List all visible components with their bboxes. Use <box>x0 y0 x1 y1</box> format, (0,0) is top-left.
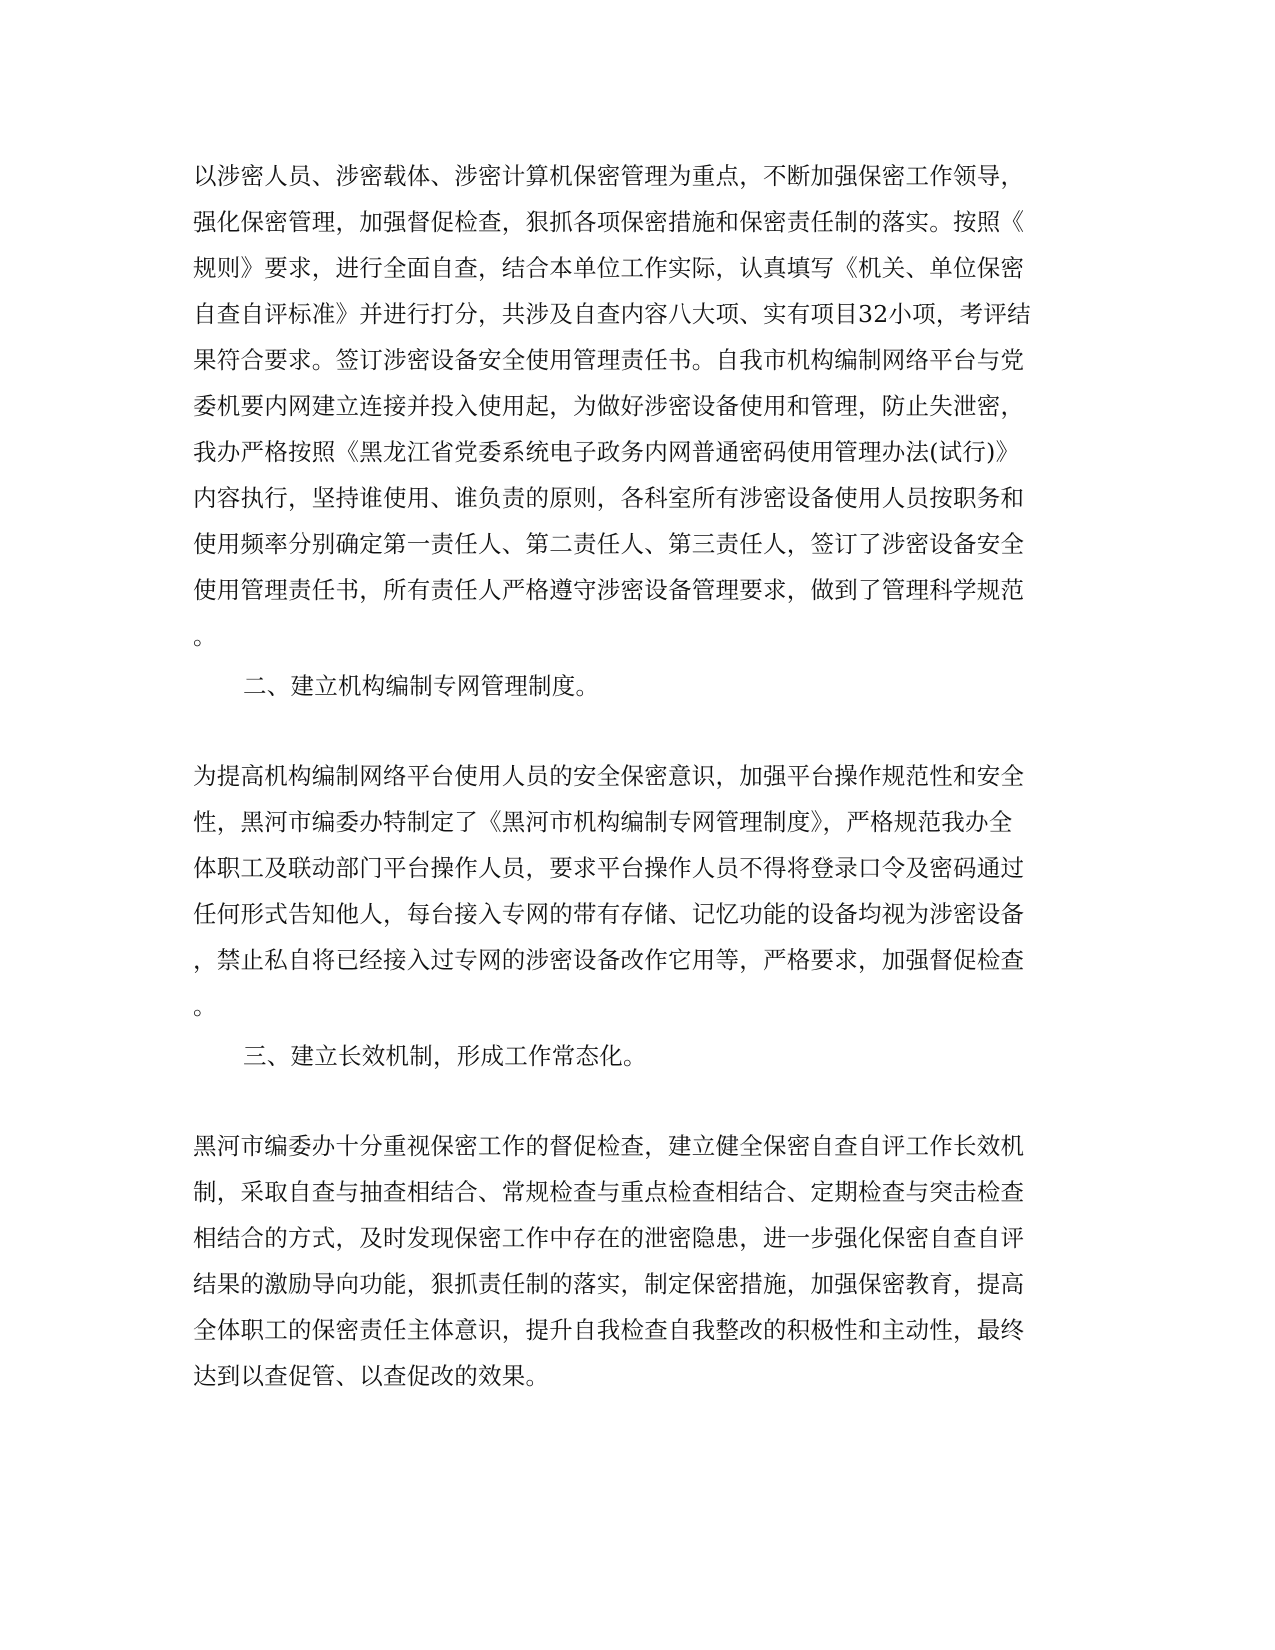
paragraph-1-line: 果符合要求。签订涉密设备安全使用管理责任书。自我市机构编制网络平台与党 <box>193 346 1025 374</box>
paragraph-1-line: 自查自评标准》并进行打分，共涉及自查内容八大项、实有项目32小项，考评结 <box>193 300 1031 328</box>
paragraph-2-line: ，禁止私自将已经接入过专网的涉密设备改作它用等，严格要求，加强督促检查 <box>193 946 1025 974</box>
paragraph-1-line: 委机要内网建立连接并投入使用起，为做好涉密设备使用和管理，防止失泄密， <box>193 392 1025 420</box>
paragraph-1-line: 内容执行，坚持谁使用、谁负责的原则，各科室所有涉密设备使用人员按职务和 <box>193 484 1025 512</box>
paragraph-1-line: 我办严格按照《黑龙江省党委系统电子政务内网普通密码使用管理办法(试行)》 <box>193 438 1020 466</box>
paragraph-3-line: 制，采取自查与抽查相结合、常规检查与重点检查相结合、定期检查与突击检查 <box>193 1178 1025 1206</box>
paragraph-2-line: 性，黑河市编委办特制定了《黑河市机构编制专网管理制度》，严格规范我办全 <box>193 808 1013 836</box>
paragraph-2-line: 任何形式告知他人，每台接入专网的带有存储、记忆功能的设备均视为涉密设备 <box>193 900 1025 928</box>
paragraph-2-line: 体职工及联动部门平台操作人员，要求平台操作人员不得将登录口令及密码通过 <box>193 854 1025 882</box>
paragraph-2-line: 。 <box>193 992 217 1020</box>
section-heading-2: 二、建立机构编制专网管理制度。 <box>243 672 600 700</box>
paragraph-3-line: 黑河市编委办十分重视保密工作的督促检查，建立健全保密自查自评工作长效机 <box>193 1132 1025 1160</box>
paragraph-3-line: 全体职工的保密责任主体意识，提升自我检查自我整改的积极性和主动性，最终 <box>193 1316 1025 1344</box>
paragraph-1-line: 以涉密人员、涉密载体、涉密计算机保密管理为重点，不断加强保密工作领导， <box>193 162 1025 190</box>
paragraph-1-line: 使用管理责任书，所有责任人严格遵守涉密设备管理要求，做到了管理科学规范 <box>193 576 1025 604</box>
paragraph-3-line: 结果的激励导向功能，狠抓责任制的落实，制定保密措施，加强保密教育，提高 <box>193 1270 1025 1298</box>
paragraph-1-line: 规则》要求，进行全面自查，结合本单位工作实际，认真填写《机关、单位保密 <box>193 254 1025 282</box>
paragraph-1-line: 强化保密管理，加强督促检查，狠抓各项保密措施和保密责任制的落实。按照《 <box>193 208 1025 236</box>
paragraph-1-line: 。 <box>193 622 217 650</box>
paragraph-2-line: 为提高机构编制网络平台使用人员的安全保密意识，加强平台操作规范性和安全 <box>193 762 1025 790</box>
section-heading-3: 三、建立长效机制，形成工作常态化。 <box>243 1042 647 1070</box>
paragraph-1-line: 使用频率分别确定第一责任人、第二责任人、第三责任人，签订了涉密设备安全 <box>193 530 1025 558</box>
paragraph-3-line: 相结合的方式，及时发现保密工作中存在的泄密隐患，进一步强化保密自查自评 <box>193 1224 1025 1252</box>
paragraph-3-line: 达到以查促管、以查促改的效果。 <box>193 1362 550 1390</box>
